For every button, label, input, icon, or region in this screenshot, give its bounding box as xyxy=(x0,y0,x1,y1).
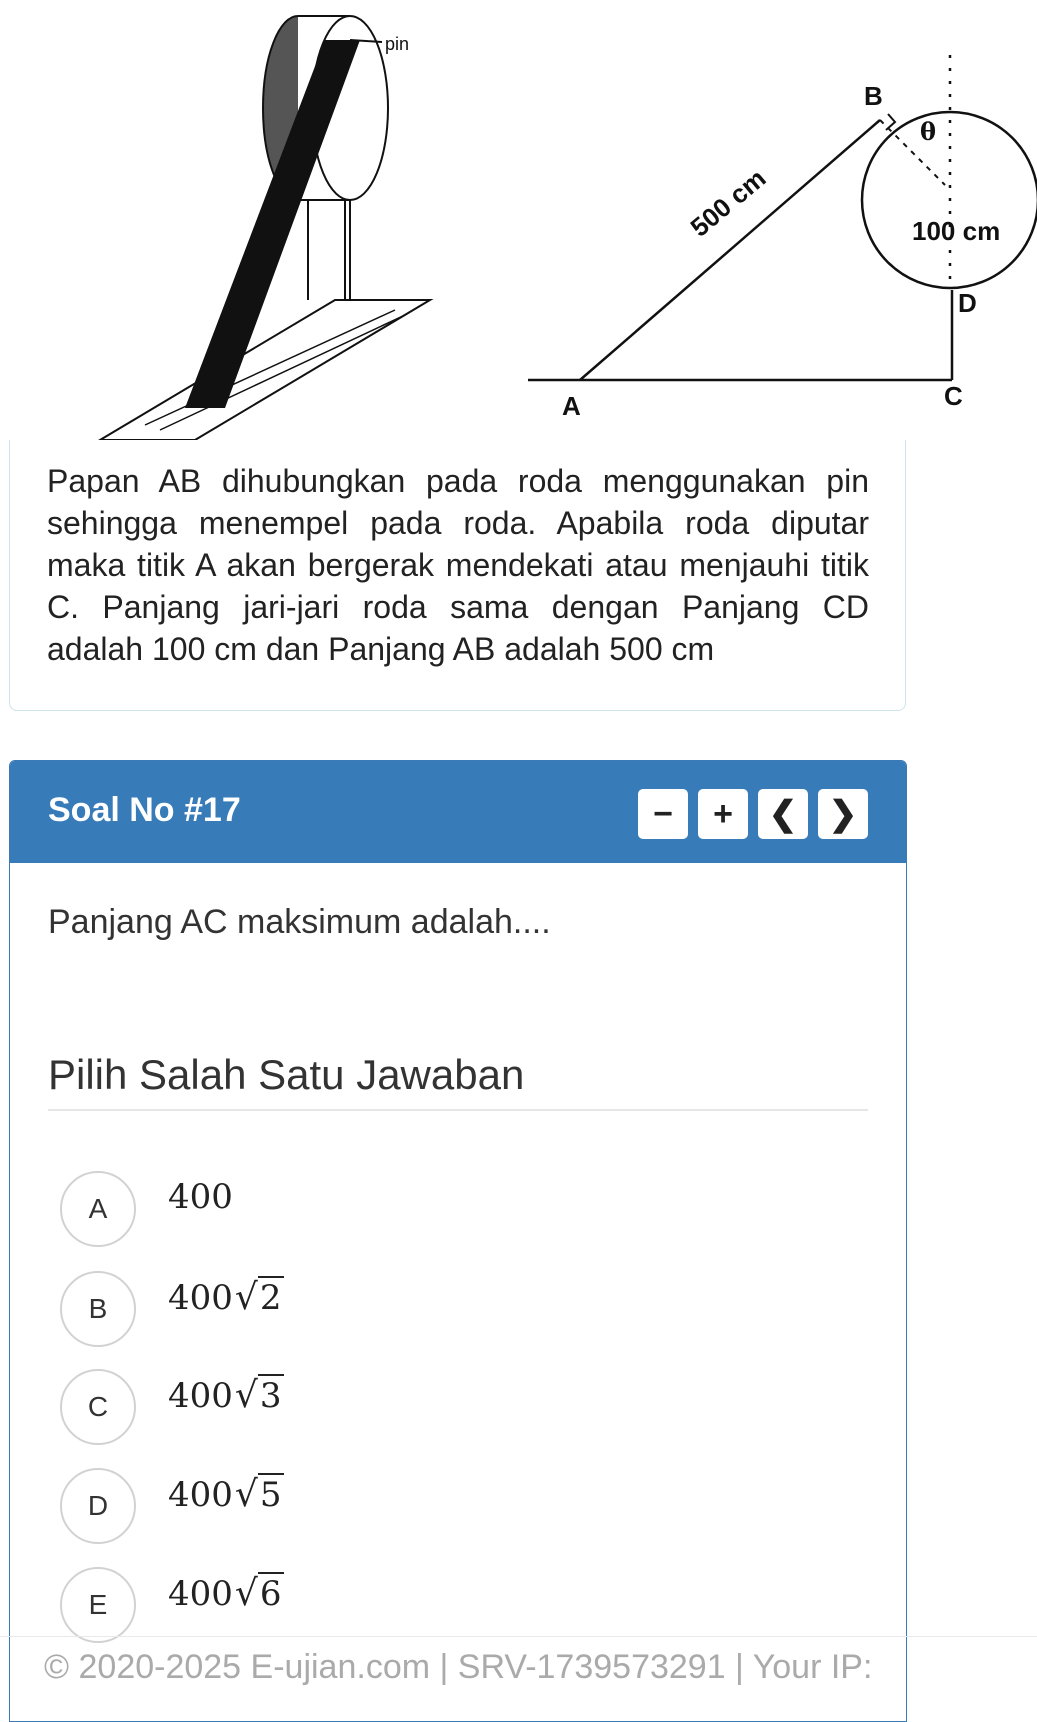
minus-icon: − xyxy=(653,794,673,833)
option-letter: B xyxy=(60,1271,136,1347)
question-number: Soal No #17 xyxy=(48,791,241,829)
label-b: B xyxy=(864,81,883,111)
previous-question-button[interactable] xyxy=(758,789,808,839)
option-a[interactable] xyxy=(60,1171,820,1247)
sqrt-symbol: √5 xyxy=(234,1474,282,1515)
pin-label: pin xyxy=(385,34,410,54)
question-panel xyxy=(9,760,907,1722)
option-letter: E xyxy=(60,1567,136,1643)
question-figure xyxy=(0,0,1037,455)
question-header xyxy=(10,761,906,863)
option-e[interactable] xyxy=(60,1567,820,1643)
answers-heading: Pilih Salah Satu Jawaban xyxy=(48,1051,525,1098)
sqrt-symbol: √2 xyxy=(234,1277,282,1318)
context-text: Papan AB dihubungkan pada roda menggunakan pin sehingga menempel pada roda. Apabila roda diputar maka titik A akan bergerak mendekati atau menjauhi titik C. Panjang jari-jari roda sama dengan Panjang CD adalah 100 cm dan Panjang AB adalah 500 cm xyxy=(47,463,869,667)
sqrt-symbol: √6 xyxy=(234,1573,282,1614)
label-c: C xyxy=(944,381,963,411)
question-text: Panjang AC maksimum adalah.... xyxy=(48,903,551,941)
option-c[interactable] xyxy=(60,1369,820,1445)
option-value: 400 xyxy=(168,1177,233,1217)
footer-divider xyxy=(0,1636,1037,1637)
plus-icon: + xyxy=(713,794,733,833)
option-value: 400√6 xyxy=(168,1573,282,1614)
chevron-right-icon: ❯ xyxy=(828,795,858,833)
option-value: 400√5 xyxy=(168,1474,282,1515)
wheel-board-diagram xyxy=(0,0,1037,455)
option-letter: A xyxy=(60,1171,136,1247)
zoom-in-button[interactable] xyxy=(698,789,748,839)
heading-divider xyxy=(48,1109,868,1111)
footer-text: © 2020-2025 E-ujian.com | SRV-1739573291 | Your IP: xyxy=(44,1648,873,1686)
option-value: 400√3 xyxy=(168,1375,282,1416)
line-ab xyxy=(580,120,880,380)
option-letter: D xyxy=(60,1468,136,1544)
zoom-out-button[interactable] xyxy=(638,789,688,839)
chevron-left-icon: ❮ xyxy=(768,795,798,833)
label-500cm: 500 cm xyxy=(684,162,772,243)
option-b[interactable] xyxy=(60,1271,820,1347)
label-100cm: 100 cm xyxy=(912,216,1001,246)
sqrt-symbol: √3 xyxy=(234,1375,282,1416)
label-a: A xyxy=(562,391,581,421)
option-d[interactable] xyxy=(60,1468,820,1544)
option-value: 400√2 xyxy=(168,1277,282,1318)
option-letter: C xyxy=(60,1369,136,1445)
label-d: D xyxy=(958,288,977,318)
next-question-button[interactable] xyxy=(818,789,868,839)
label-theta: θ xyxy=(920,117,937,146)
